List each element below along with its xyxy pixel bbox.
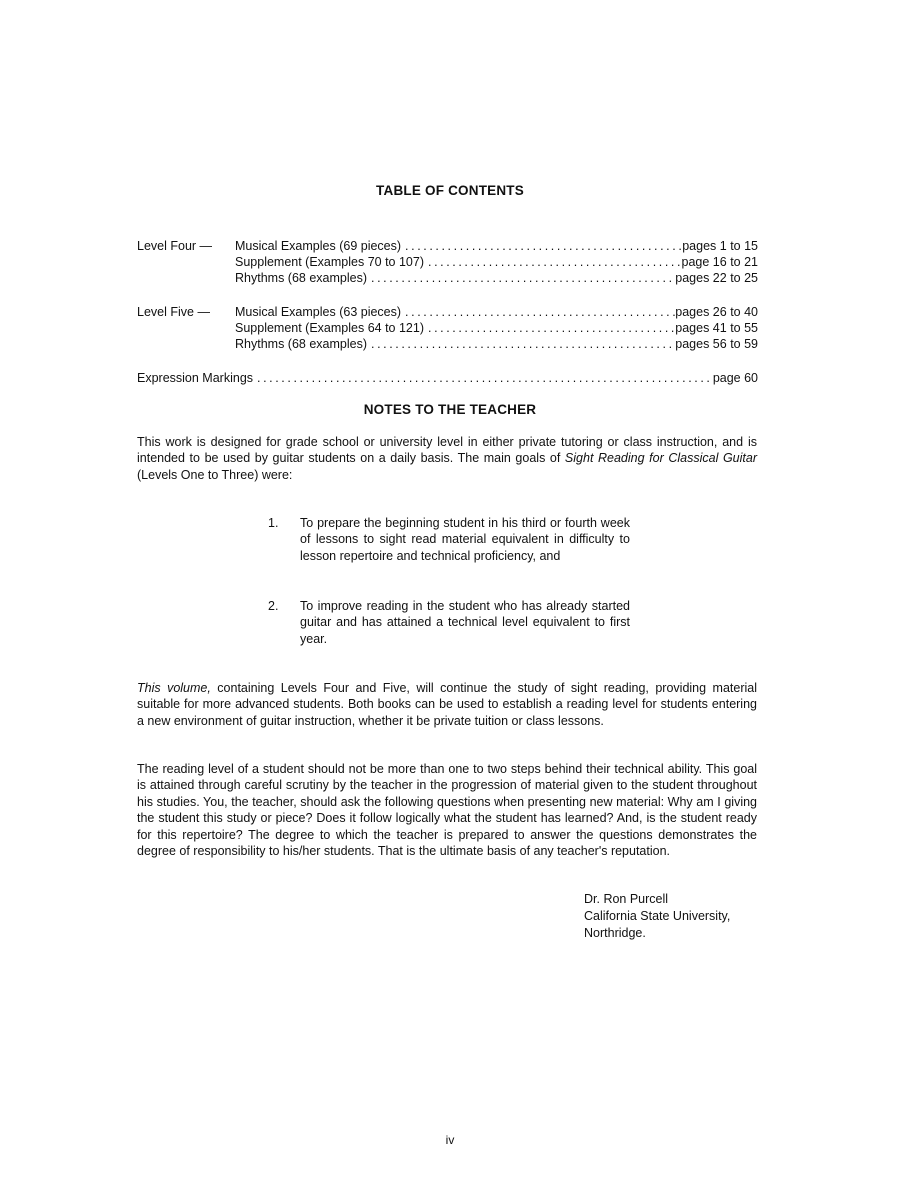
signature-institution: California State University, — [584, 909, 731, 923]
toc-leader-dots — [371, 270, 675, 286]
goal-text: To improve reading in the student who has already started guitar and has attained a technical level equivalent to first year. — [300, 599, 630, 646]
reading-level-paragraph: The reading level of a student should not be more than one to two steps behind their technical ability. This goal is attained through careful scrutiny by the teacher in the progression of material given to the student throughout his studies. You, the teacher, should ask the following questions when presenting new material: Why am I giving the student this study or piece? Does it follow logically what the student has learned? And, is the student ready for this repertoire? The degree to which the teacher is prepared to answer the questions demonstrates the degree of responsibility to his/her students. That is the ultimate basis of any teacher's reputation. — [137, 762, 757, 859]
toc-leader-dots — [428, 320, 675, 336]
goal-number: 2. — [268, 599, 279, 613]
toc-entry-pages: pages 1 to 15 — [682, 239, 758, 253]
toc-leader-dots — [257, 370, 713, 386]
toc-leader-dots — [371, 336, 675, 352]
toc-entry-pages: pages 22 to 25 — [675, 271, 758, 285]
toc-entry-text: Rhythms (68 examples) — [235, 271, 367, 285]
intro-text-start: This work is designed for grade school or university level in either private tutoring or class instruction, and is intended to be used by guitar students on a daily basis. The main goals of — [137, 435, 757, 466]
toc-level-five-label: Level Five — — [137, 305, 210, 319]
toc-entry — [235, 238, 758, 254]
signature-name: Dr. Ron Purcell — [584, 892, 669, 906]
toc-entry-text: Musical Examples (69 pieces) — [235, 239, 402, 253]
toc-entry-expression — [137, 370, 758, 386]
toc-entry-text: Musical Examples (63 pieces) — [235, 305, 402, 319]
toc-entry-pages: page 16 to 21 — [681, 255, 758, 269]
signature-place: Northridge. — [584, 926, 646, 940]
toc-entry — [235, 304, 758, 320]
toc-entry — [235, 320, 758, 336]
toc-level-four-label: Level Four — — [137, 239, 213, 253]
toc-leader-dots — [405, 304, 675, 320]
toc-entry — [235, 336, 758, 352]
toc-entry — [235, 254, 758, 270]
book-title: Sight Reading for Classical Guitar — [564, 451, 757, 466]
intro-paragraph — [137, 434, 757, 483]
page-number: iv — [445, 1133, 455, 1147]
toc-leader-dots — [428, 254, 682, 270]
goal-text: To prepare the beginning student in his third or fourth week of lessons to sight read material equivalent in difficulty to lesson repertoire and technical proficiency, and — [300, 516, 630, 563]
intro-text-end: (Levels One to Three) were: — [137, 467, 293, 482]
volume-italic: This volume, — [137, 681, 211, 695]
toc-leader-dots — [405, 238, 682, 254]
toc-entry-pages: pages 26 to 40 — [675, 305, 758, 319]
toc-entry-pages: pages 56 to 59 — [675, 337, 758, 351]
goal-number: 1. — [268, 516, 279, 530]
toc-entry — [235, 270, 758, 286]
toc-entry-text: Rhythms (68 examples) — [235, 337, 367, 351]
goal-item — [268, 515, 630, 564]
volume-paragraph — [137, 680, 757, 729]
toc-title: TABLE OF CONTENTS — [376, 183, 524, 198]
toc-entry-pages: page 60 — [712, 371, 758, 385]
volume-text: containing Levels Four and Five, will continue the study of sight reading, providing material suitable for more advanced students. Both books can be used to establish a reading level for students entering a new environment of guitar instruction, whether it be private tuition or class lessons. — [137, 681, 757, 728]
toc-entry-pages: pages 41 to 55 — [675, 321, 758, 335]
toc-entry-text: Supplement (Examples 70 to 107) — [235, 255, 424, 269]
toc-entry-text: Expression Markings — [137, 371, 254, 385]
notes-title: NOTES TO THE TEACHER — [363, 402, 537, 417]
goal-item — [268, 598, 630, 647]
toc-entry-text: Supplement (Examples 64 to 121) — [235, 321, 424, 335]
